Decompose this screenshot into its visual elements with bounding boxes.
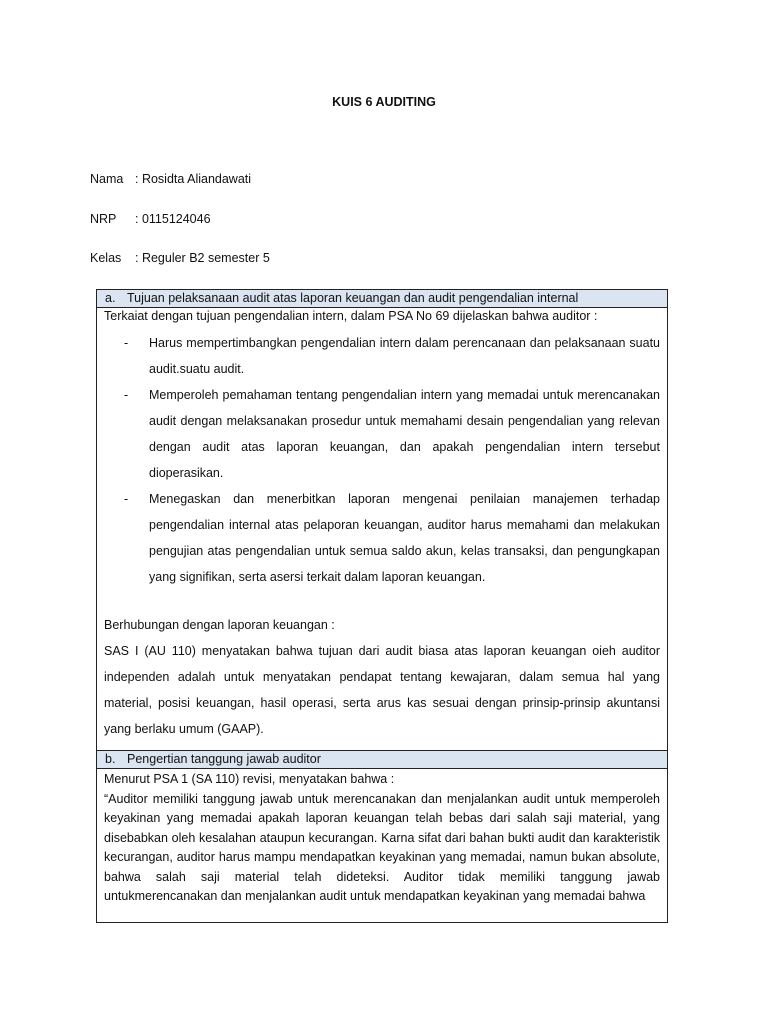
info-row-nrp <box>90 212 211 226</box>
info-value: : 0115124046 <box>135 212 211 226</box>
dash-bullet: - <box>124 336 129 350</box>
section-heading-text: Tujuan pelaksanaan audit atas laporan keuangan dan audit pengendalian internal <box>127 291 579 305</box>
list-item <box>104 330 660 382</box>
info-value: : Reguler B2 semester 5 <box>135 251 270 265</box>
section-a-subheading: Berhubungan dengan laporan keuangan : <box>104 618 335 632</box>
dash-bullet: - <box>124 492 129 506</box>
dash-bullet: - <box>124 388 129 402</box>
section-a-heading <box>97 290 667 308</box>
section-a-intro: Terkaiat dengan tujuan pengendalian intern, dalam PSA No 69 dijelaskan bahwa auditor : <box>104 309 598 323</box>
section-b-body <box>97 769 667 907</box>
section-heading-text: Pengertian tanggung jawab auditor <box>127 752 321 766</box>
section-a-paragraph: SAS I (AU 110) menyatakan bahwa tujuan dari audit biasa atas laporan keuangan oieh auditor independen adalah untuk menyatakan pendapat tentang kewajaran, dalam semua hal yang material, posisi keuangan, hasil operasi, serta arus kas sesuai dengan prinsip-prinsip akuntansi yang berlaku umum (GAAP). <box>104 644 660 736</box>
section-b-intro: Menurut PSA 1 (SA 110) revisi, menyatakan bahwa : <box>104 772 395 786</box>
section-a-body <box>97 308 667 742</box>
point-list <box>104 330 660 590</box>
info-row-nama <box>90 172 251 186</box>
info-row-kelas <box>90 251 270 265</box>
section-b <box>97 751 667 907</box>
list-item <box>104 486 660 590</box>
section-letter: a. <box>105 291 116 305</box>
section-b-heading <box>97 751 667 769</box>
answer-table <box>96 289 668 923</box>
list-item-text: Menegaskan dan menerbitkan laporan mengenai penilaian manajemen terhadap pengendalian internal atas pelaporan keuangan, auditor harus memahami dan melakukan pengujian atas pengendalian untuk semua saldo akun, kelas transaksi, dan pengungkapan yang signifikan, serta asersi terkait dalam laporan keuangan. <box>149 492 660 584</box>
list-item-text: Memperoleh pemahaman tentang pengendalian intern yang memadai untuk merencanakan audit dengan melaksanakan prosedur untuk memahami desain pengendalian yang relevan dengan audit atas laporan keuangan, dan apakah pengendalian intern tersebut dioperasikan. <box>149 388 660 480</box>
info-label: Kelas <box>90 251 122 265</box>
info-value: : Rosidta Aliandawati <box>135 172 252 186</box>
info-label: Nama <box>90 172 124 186</box>
list-item-text: Harus mempertimbangkan pengendalian intern dalam perencanaan dan pelaksanaan suatu audit.suatu audit. <box>149 336 660 376</box>
section-b-paragraph: “Auditor memiliki tanggung jawab untuk merencanakan dan menjalankan audit untuk memperoleh keyakinan yang memadai apakah laporan keuangan telah bebas dari salah saji material, yang disebabkan oleh kesalahan ataupun kecurangan. Karna sifat dari bahan bukti audit dan karakteristik kecurangan, auditor harus mampu mendapatkan keyakinan yang memadai, namun bukan absolute, bahwa salah saji material telah dideteksi. Auditor tidak memiliki tanggung jawab untukmerencanakan dan menjalankan audit untuk mendapatkan keyakinan yang memadai bahwa <box>104 791 660 903</box>
document-title: KUIS 6 AUDITING <box>332 95 436 109</box>
section-letter: b. <box>105 752 116 766</box>
section-a <box>97 290 667 751</box>
list-item <box>104 382 660 486</box>
info-label: NRP <box>90 212 117 226</box>
